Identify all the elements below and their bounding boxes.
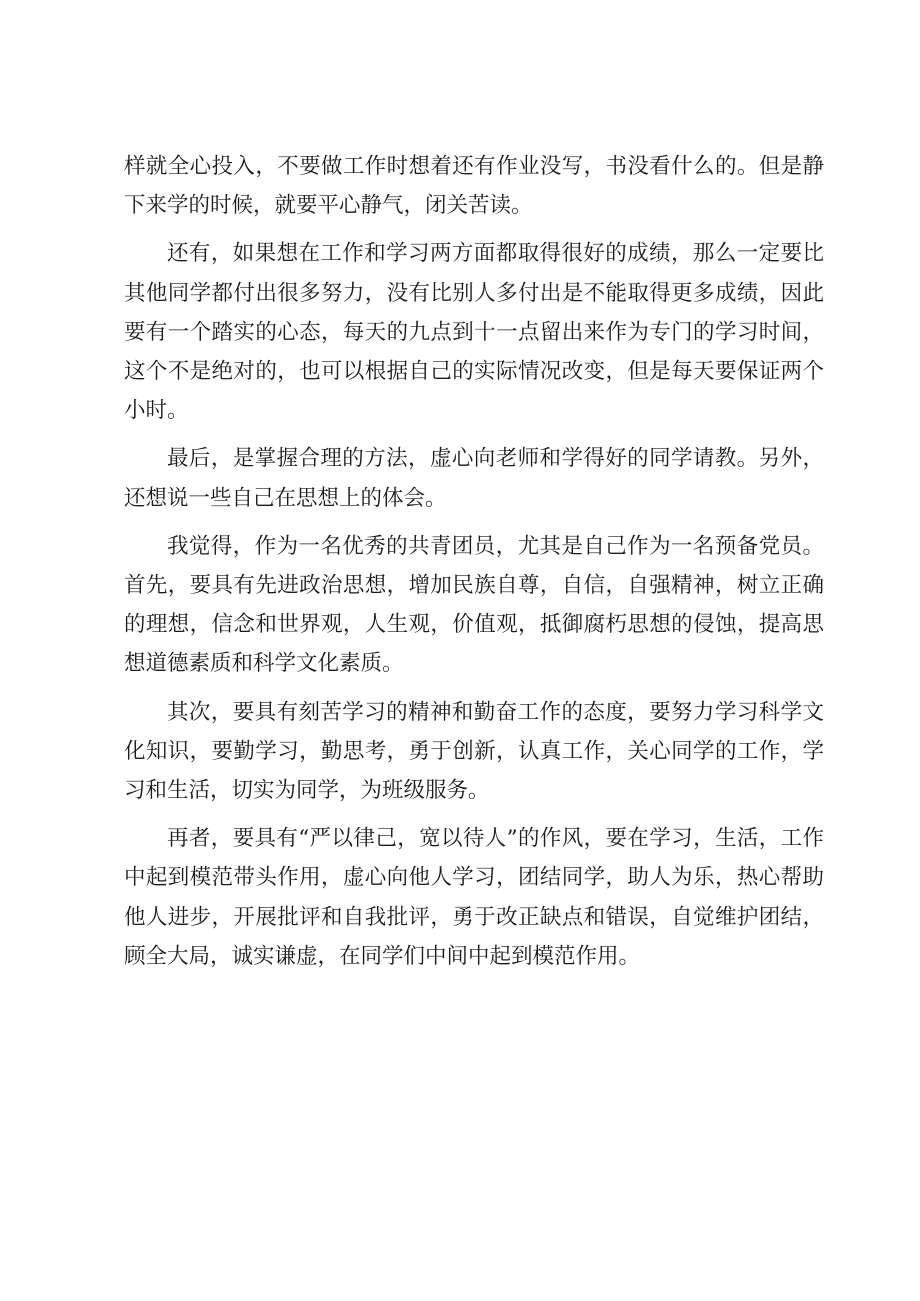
paragraph-effort: 还有，如果想在工作和学习两方面都取得很好的成绩，那么一定要比其他同学都付出很多努力，没有比别人多付出是不能取得更多成绩，因此要有一个踏实的心态，每天的九点到十一点留出来作为专门的学习时间，这个不是绝对的，也可以根据自己的实际情况改变，但是每天要保证两个小时。: [124, 241, 824, 424]
document-body: [124, 147, 824, 985]
paragraph-method: 最后，是掌握合理的方法，虚心向老师和学得好的同学请教。另外，还想说一些自己在思想上的体会。: [124, 446, 824, 511]
paragraph-self-discipline: 再者，要具有“严以律己，宽以待人”的作风，要在学习，生活，工作中起到模范带头作用，虚心向他人学习，团结同学，助人为乐，热心帮助他人进步，开展批评和自我批评，勇于改正缺点和错误，自觉维护团结，顾全大局，诚实谦虚，在同学们中间中起到模范作用。: [124, 826, 824, 969]
paragraph-continued: 样就全心投入，不要做工作时想着还有作业没写，书没看什么的。但是静下来学的时候，就要平心静气，闭关苦读。: [124, 154, 824, 219]
paragraph-league-member: 我觉得，作为一名优秀的共青团员，尤其是自己作为一名预备党员。首先，要具有先进政治思想，增加民族自尊，自信，自强精神，树立正确的理想，信念和世界观，人生观，价值观，抵御腐朽思想的侵蚀，提高思想道德素质和科学文化素质。: [124, 533, 824, 677]
paragraph-diligence: 其次，要具有刻苦学习的精神和勤奋工作的态度，要努力学习科学文化知识，要勤学习，勤思考，勇于创新，认真工作，关心同学的工作，学习和生活，切实为同学，为班级服务。: [124, 699, 824, 804]
